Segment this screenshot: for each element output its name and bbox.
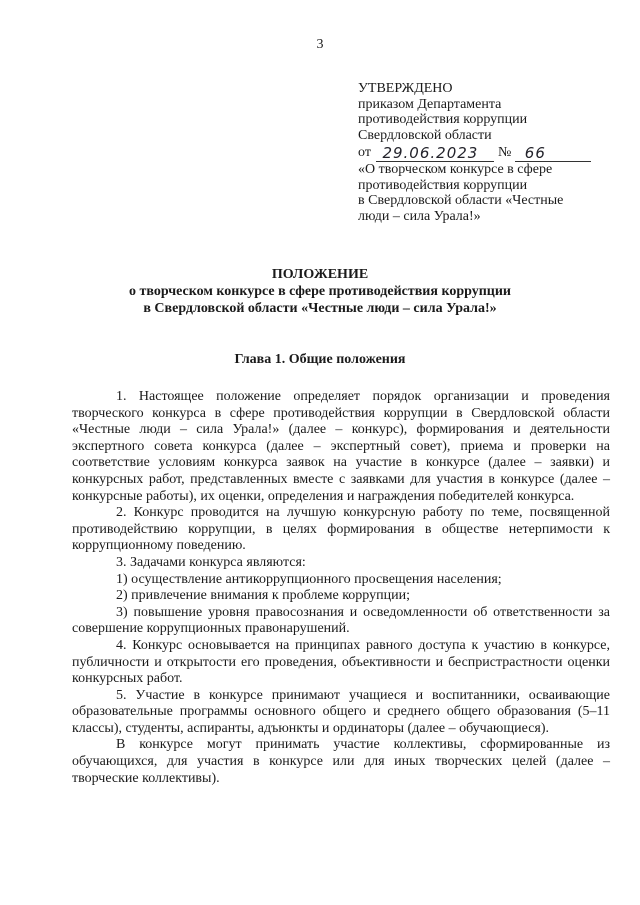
approval-line-3: Свердловской области [358,128,492,144]
handwritten-date: 29.06.2023 [382,143,479,162]
approval-date-number-line [358,144,618,162]
document-title [0,266,640,317]
title-main: ПОЛОЖЕНИЕ [271,267,369,282]
approval-line-1: приказом Департамента [358,96,502,112]
page-number: 3 [316,37,324,52]
approval-stamp-block [358,81,618,225]
paragraph-4: 4. Конкурс основывается на принципах равного доступа к участию в конкурсе, публичности и открытости его проведения, объективности и беспристрастности оценки конкурсных работ. [72,637,610,687]
number-prefix: № [497,144,512,160]
number-field [515,144,591,162]
paragraph-3: 3. Задачами конкурса являются: [116,554,306,570]
title-line-3: в Свердловской области «Честные люди – сила Урала!» [143,301,497,316]
date-field [376,144,494,162]
document-body [72,389,610,787]
paragraph-6: В конкурсе могут принимать участие коллективы, сформированные из обучающихся, для участия в конкурсе или для иных творческих целей (далее – творческие коллективы). [72,737,610,786]
date-prefix: от [358,144,371,160]
paragraph-1: 1. Настоящее положение определяет порядок организации и проведения творческого конкурса в сфере противодействия коррупции в Свердловской области «Честные люди – сила Урала!» (далее – конкурс), формирования и деятельности экспертного совета конкурса (далее – экспертный совет), приема и проверки на соответствие условиям конкурса заявок на участие в конкурсе (далее – заявки) и конкурсных работ, представленных вместе с заявками для участия в конкурсе (далее – конкурсные работы), их оценки, определения и награждения победителей конкурса. [72,389,610,504]
approval-line-2: противодействия коррупции [358,112,528,128]
list-item-1: 1) осуществление антикоррупционного просвещения населения; [116,571,502,587]
approval-subject-2: противодействия коррупции [358,177,528,193]
handwritten-number: 66 [524,143,546,162]
title-line-2: о творческом конкурсе в сфере противодействия коррупции [129,284,511,299]
paragraph-2: 2. Конкурс проводится на лучшую конкурсную работу по теме, посвященной противодействию коррупции, в целях формирования в обществе нетерпимости к коррупционному поведению. [72,505,610,554]
approval-heading: УТВЕРЖДЕНО [358,81,453,96]
approval-subject-3: в Свердловской области «Честные [358,193,564,209]
list-item-3: 3) повышение уровня правосознания и осведомленности об ответственности за совершение коррупционных правонарушений. [72,604,610,637]
approval-subject-1: «О творческом конкурсе в сфере [358,161,553,177]
chapter-heading: Глава 1. Общие положения [234,352,406,367]
list-item-2: 2) привлечение внимания к проблеме коррупции; [116,588,410,604]
paragraph-5: 5. Участие в конкурсе принимают учащиеся и воспитанники, осваивающие образовательные программы основного общего и среднего общего образования (5–11 классы), студенты, аспиранты, адъюнкты и ординаторы (далее – обучающиеся). [72,687,610,736]
approval-subject-4: люди – сила Урала!» [358,208,481,224]
